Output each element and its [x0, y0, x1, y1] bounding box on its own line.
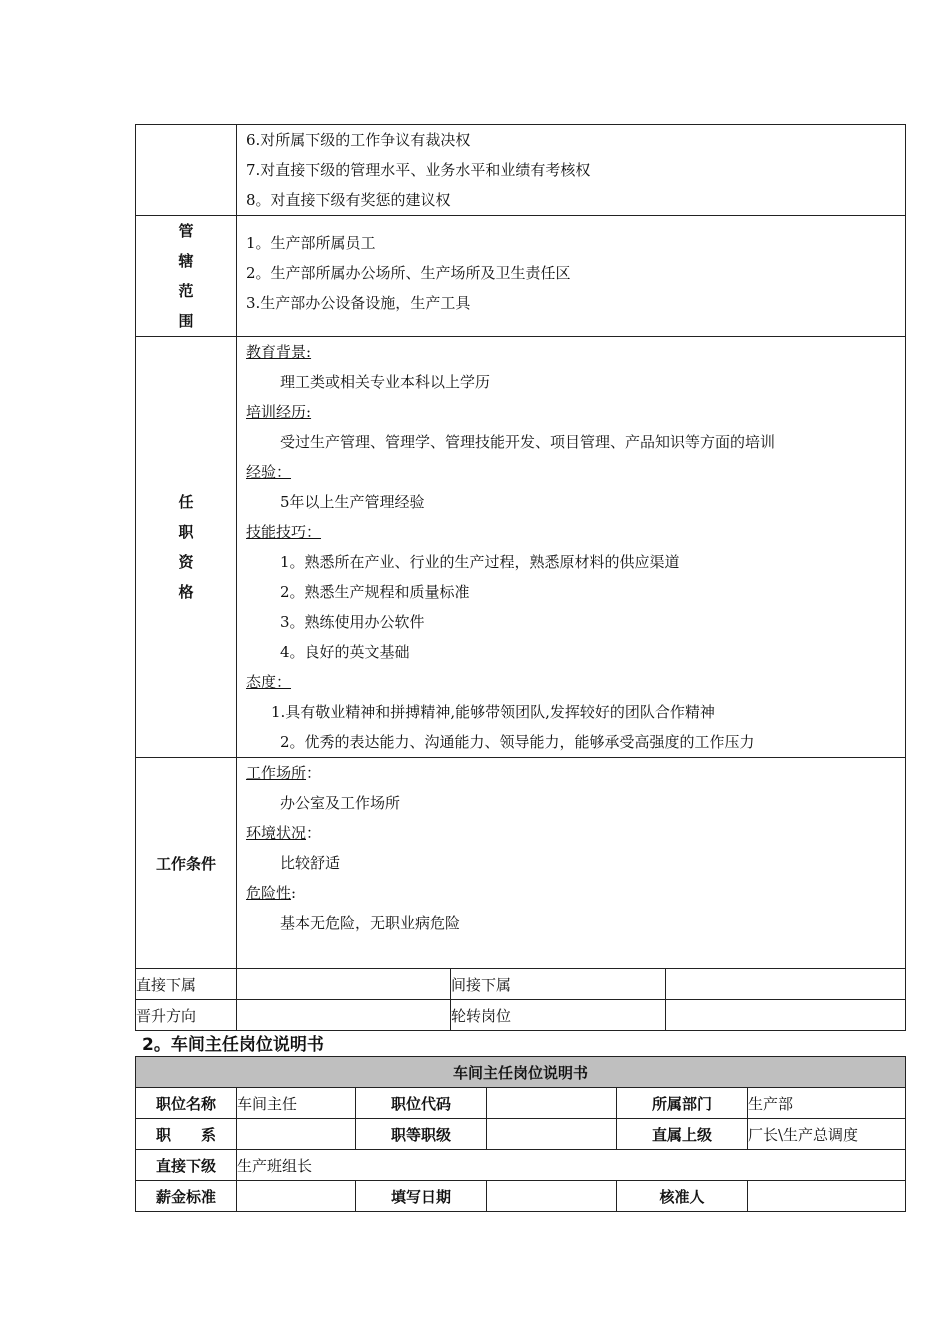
attitude-heading: 态度：	[246, 673, 292, 691]
job-name-value: 车间主任	[237, 1088, 356, 1119]
conditions-label: 工作条件	[136, 758, 237, 969]
risk-heading: 危险性:	[246, 884, 297, 902]
education-text: 理工类或相关专业本科以上学历	[280, 373, 491, 391]
promotion-label: 晋升方向	[136, 1000, 237, 1031]
authority-row	[136, 125, 906, 216]
conditions-content	[237, 758, 906, 969]
qualification-row	[136, 337, 906, 758]
qualification-label: 任 职 资 格	[136, 337, 237, 758]
skill-item: 4。良好的英文基础	[280, 643, 410, 661]
skill-item: 3。熟练使用办公软件	[280, 613, 425, 631]
skill-item: 2。熟悉生产规程和质量标准	[280, 583, 470, 601]
department-value: 生产部	[748, 1088, 906, 1119]
salary-label: 薪金标准	[136, 1181, 237, 1212]
grade-value	[487, 1119, 617, 1150]
subordinate-label: 直接下级	[136, 1150, 237, 1181]
indirect-subordinate-value	[666, 969, 906, 1000]
series-label: 职 系	[136, 1119, 237, 1150]
job-code-value	[487, 1088, 617, 1119]
env-heading: 环境状况：	[246, 824, 322, 842]
training-heading: 培训经历:	[246, 403, 312, 421]
skills-heading: 技能技巧：	[246, 523, 322, 541]
series-value	[237, 1119, 356, 1150]
place-text: 办公室及工作场所	[280, 794, 401, 812]
scope-item: 2。生产部所属办公场所、生产场所及卫生责任区	[246, 264, 571, 282]
experience-text: 5年以上生产管理经验	[280, 493, 425, 511]
salary-value	[237, 1181, 356, 1212]
scope-content	[237, 216, 906, 337]
promotion-row	[136, 1000, 906, 1031]
attitude-item: 2。优秀的表达能力、沟通能力、领导能力，能够承受高强度的工作压力	[280, 733, 755, 751]
direct-subordinate-label: 直接下属	[136, 969, 237, 1000]
authority-content	[237, 125, 906, 216]
experience-heading: 经验：	[246, 463, 292, 481]
rotation-label: 轮转岗位	[451, 1000, 666, 1031]
job-description-table	[135, 124, 906, 1031]
education-heading: 教育背景:	[246, 343, 312, 361]
scope-item: 1。生产部所属员工	[246, 234, 376, 252]
job-name-label: 职位名称	[136, 1088, 237, 1119]
job-code-label: 职位代码	[356, 1088, 487, 1119]
superior-label: 直属上级	[617, 1119, 748, 1150]
table-row	[136, 1119, 906, 1150]
risk-text: 基本无危险，无职业病危险	[280, 914, 461, 932]
authority-label-cell	[136, 125, 237, 216]
attitude-item: 1.具有敬业精神和拼搏精神,能够带领团队,发挥较好的团队合作精神	[271, 703, 715, 721]
place-heading: 工作场所：	[246, 764, 322, 782]
training-text: 受过生产管理、管理学、管理技能开发、项目管理、产品知识等方面的培训	[280, 433, 776, 451]
department-label: 所属部门	[617, 1088, 748, 1119]
authority-item: 8。对直接下级有奖惩的建议权	[246, 191, 451, 209]
grade-label: 职等职级	[356, 1119, 487, 1150]
subordinate-value: 生产班组长	[237, 1150, 906, 1181]
skill-item: 1。熟悉所在产业、行业的生产过程，熟悉原材料的供应渠道	[280, 553, 680, 571]
table-row	[136, 1088, 906, 1119]
scope-item: 3.生产部办公设备设施，生产工具	[246, 294, 471, 312]
approver-value	[748, 1181, 906, 1212]
table-title: 车间主任岗位说明书	[136, 1057, 906, 1088]
table-row	[136, 1181, 906, 1212]
authority-item: 7.对直接下级的管理水平、业务水平和业绩有考核权	[246, 161, 591, 179]
rotation-value	[666, 1000, 906, 1031]
scope-label: 管 辖 范 围	[136, 216, 237, 337]
direct-subordinate-value	[237, 969, 451, 1000]
section-title: 2。车间主任岗位说明书	[142, 1035, 324, 1055]
superior-value: 厂长\生产总调度	[748, 1119, 906, 1150]
promotion-value	[237, 1000, 451, 1031]
table-header-row	[136, 1057, 906, 1088]
conditions-row	[136, 758, 906, 969]
env-text: 比较舒适	[280, 854, 341, 872]
approver-label: 核准人	[617, 1181, 748, 1212]
scope-row	[136, 216, 906, 337]
indirect-subordinate-label: 间接下属	[451, 969, 666, 1000]
qualification-content	[237, 337, 906, 758]
authority-item: 6.对所属下级的工作争议有裁决权	[246, 131, 471, 149]
date-value	[487, 1181, 617, 1212]
date-label: 填写日期	[356, 1181, 487, 1212]
table-row	[136, 1150, 906, 1181]
workshop-director-table	[135, 1056, 906, 1212]
subordinate-row	[136, 969, 906, 1000]
